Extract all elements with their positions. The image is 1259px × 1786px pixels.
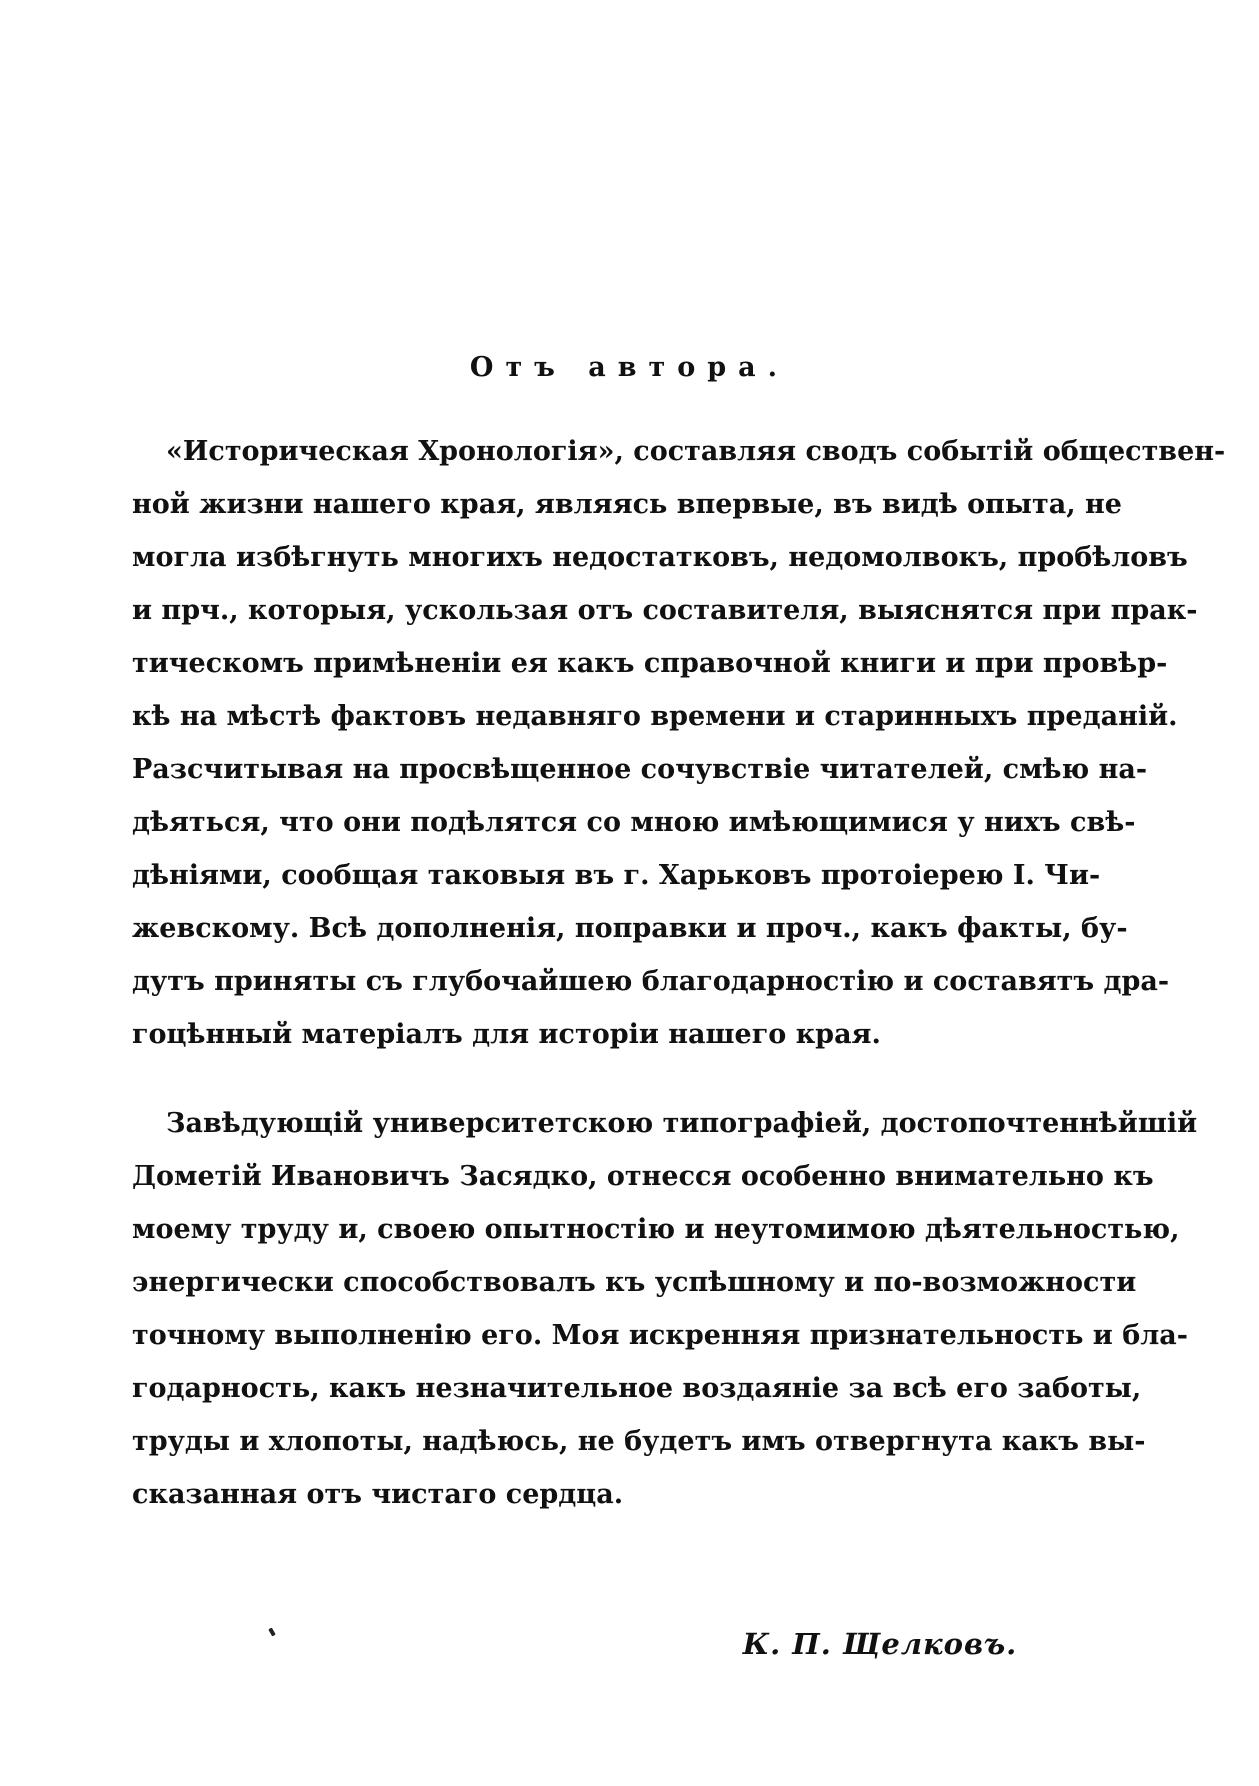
text-line: кѣ на мѣстѣ фактовъ недавняго времени и старинныхъ преданій. xyxy=(132,701,1178,732)
text-line: гоцѣнный матеріалъ для исторіи нашего края. xyxy=(132,1019,881,1050)
text-line: энергически способствовалъ къ успѣшному и по-возможности xyxy=(132,1267,1137,1298)
text-line: тическомъ примѣненіи ея какъ справочной книги и при провѣр- xyxy=(132,648,1168,679)
text-line: дѣніями, сообщая таковыя въ г. Харьковъ протоіерею І. Чи- xyxy=(132,860,1101,891)
text-line: дутъ приняты съ глубочайшею благодарностію и составятъ дра- xyxy=(132,966,1170,997)
ink-speck xyxy=(268,1628,275,1637)
text-line: точному выполненію его. Моя искренняя признательность и бла- xyxy=(132,1320,1188,1351)
text-line: сказанная отъ чистаго сердца. xyxy=(132,1479,624,1510)
text-line: жевскому. Всѣ дополненія, поправки и проч., какъ факты, бу- xyxy=(132,913,1128,944)
text-line: дѣяться, что они подѣлятся со мною имѣющимися у нихъ свѣ- xyxy=(132,807,1136,838)
text-line: «Историческая Хронологія», составляя сводъ событій обществен- xyxy=(166,436,1226,467)
paragraph-2 xyxy=(132,1097,1198,1521)
text-line: годарность, какъ незначительное воздаяніе за всѣ его заботы, xyxy=(132,1373,1142,1404)
section-heading: Отъ автора. xyxy=(469,352,790,383)
text-line: Разсчитывая на просвѣщенное сочувствіе читателей, смѣю на- xyxy=(132,754,1148,785)
text-line: могла избѣгнуть многихъ недостатковъ, недомолвокъ, пробѣловъ xyxy=(132,542,1188,573)
text-line: ной жизни нашего края, являясь впервые, въ видѣ опыта, не xyxy=(132,489,1122,520)
text-line: труды и хлопоты, надѣюсь, не будетъ имъ отвергнута какъ вы- xyxy=(132,1426,1146,1457)
paragraph-1 xyxy=(132,425,1226,1061)
text-line: Завѣдующій университетскою типографіей, достопочтеннѣйшій xyxy=(166,1108,1198,1139)
text-line: моему труду и, своею опытностію и неутомимою дѣятельностью, xyxy=(132,1214,1180,1245)
author-signature: К. П. Щелковъ. xyxy=(742,1627,1018,1661)
text-line: и прч., которыя, ускользая отъ составителя, выяснятся при прак- xyxy=(132,595,1198,626)
text-line: Дометій Ивановичъ Засядко, отнесся особенно внимательно къ xyxy=(132,1161,1154,1192)
